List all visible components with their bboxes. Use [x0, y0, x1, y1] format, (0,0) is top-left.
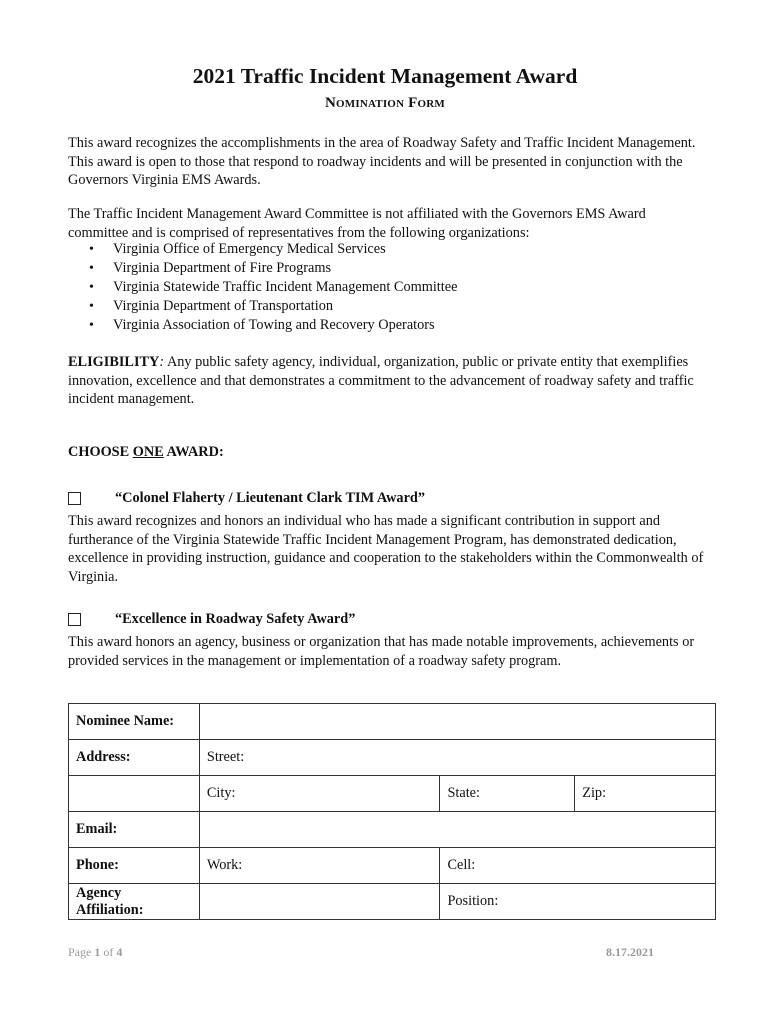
- award-option-roadway-safety[interactable]: [68, 611, 355, 628]
- award-option-tim[interactable]: [68, 490, 425, 507]
- bullet-icon: •: [89, 299, 94, 314]
- list-item: • Virginia Office of Emergency Medical Services: [89, 241, 386, 257]
- list-item: • Virginia Department of Fire Programs: [89, 260, 332, 276]
- list-item: • Virginia Statewide Traffic Incident Management Committee: [89, 279, 458, 295]
- award-description: This award honors an agency, business or organization that has made notable improvements, achievements or provided services in the management or implementation of a roadway safety program.: [68, 634, 695, 669]
- agency-affiliation-field[interactable]: [199, 884, 440, 920]
- zip-label: Zip:: [582, 785, 607, 801]
- table-row: [69, 812, 716, 848]
- state-label: State:: [447, 785, 480, 801]
- award-title: “Colonel Flaherty / Lieutenant Clark TIM Award”: [115, 490, 426, 506]
- document-title: 2021 Traffic Incident Management Award: [192, 64, 578, 88]
- city-field[interactable]: [199, 776, 440, 812]
- organization-list: [68, 240, 708, 335]
- bullet-icon: •: [89, 318, 94, 333]
- address-label: Address:: [69, 740, 200, 776]
- choose-award-heading: CHOOSE ONE AWARD:: [68, 444, 224, 460]
- work-phone-field[interactable]: [199, 848, 440, 884]
- agency-affiliation-label: Agency Affiliation:: [69, 884, 200, 920]
- city-label: City:: [206, 785, 236, 801]
- phone-label: Phone:: [69, 848, 200, 884]
- bullet-icon: •: [89, 280, 94, 295]
- position-field[interactable]: [440, 884, 716, 920]
- award-title: “Excellence in Roadway Safety Award”: [115, 611, 356, 627]
- table-row: [69, 740, 716, 776]
- list-item: • Virginia Department of Transportation: [89, 298, 334, 314]
- table-row: [69, 776, 716, 812]
- street-label: Street:: [206, 749, 245, 765]
- table-row: [69, 704, 716, 740]
- email-field[interactable]: [199, 812, 715, 848]
- document-date: 8.17.2021: [606, 945, 654, 959]
- eligibility-text: Any public safety agency, individual, organization, public or private entity that exemplifies innovation, excellence and that demonstrates a commitment to the advancement of roadway safety and traffic incident management.: [68, 354, 694, 407]
- eligibility-label: ELIGIBILITY: [68, 354, 160, 370]
- email-label: Email:: [69, 812, 200, 848]
- document-subtitle: Nomination Form: [324, 95, 446, 111]
- page-number: Page 1 of 4: [68, 945, 123, 959]
- address-blank-cell: [69, 776, 200, 812]
- award-checkbox[interactable]: [68, 613, 81, 626]
- table-row: [69, 848, 716, 884]
- zip-field[interactable]: [575, 776, 716, 812]
- bullet-icon: •: [89, 261, 94, 276]
- work-label: Work:: [206, 857, 243, 873]
- bullet-icon: •: [89, 242, 94, 257]
- nominee-name-label: Nominee Name:: [69, 704, 200, 740]
- cell-phone-field[interactable]: [440, 848, 716, 884]
- award-description: This award recognizes and honors an individual who has made a significant contribution in support and furtherance of the Virginia Statewide Traffic Incident Management Program, has demonstrated dedication, excellence in providing instruction, guidance and cooperation to the stakeholders within the Commonwealth of Virginia.: [68, 513, 704, 585]
- table-row: [69, 884, 716, 920]
- award-checkbox[interactable]: [68, 492, 81, 505]
- state-field[interactable]: [440, 776, 575, 812]
- nomination-form-table: [68, 703, 716, 920]
- eligibility-paragraph: ELIGIBILITY: Any public safety agency, individual, organization, public or private entity that exemplifies innovation, excellence and that demonstrates a commitment to the advancement of roadway safety and traffic incident management.: [68, 354, 694, 407]
- committee-paragraph: The Traffic Incident Management Award Committee is not affiliated with the Governors EMS Award committee and is comprised of representatives from the following organizations:: [68, 206, 646, 241]
- cell-label: Cell:: [447, 857, 476, 873]
- street-field[interactable]: [199, 740, 715, 776]
- nominee-name-field[interactable]: [199, 704, 715, 740]
- position-label: Position:: [447, 893, 499, 909]
- list-item: • Virginia Association of Towing and Recovery Operators: [89, 317, 435, 333]
- intro-paragraph: This award recognizes the accomplishments in the area of Roadway Safety and Traffic Incident Management. This award is open to those that respond to roadway incidents and will be presented in conjunction with the Governors Virginia EMS Awards.: [68, 135, 696, 188]
